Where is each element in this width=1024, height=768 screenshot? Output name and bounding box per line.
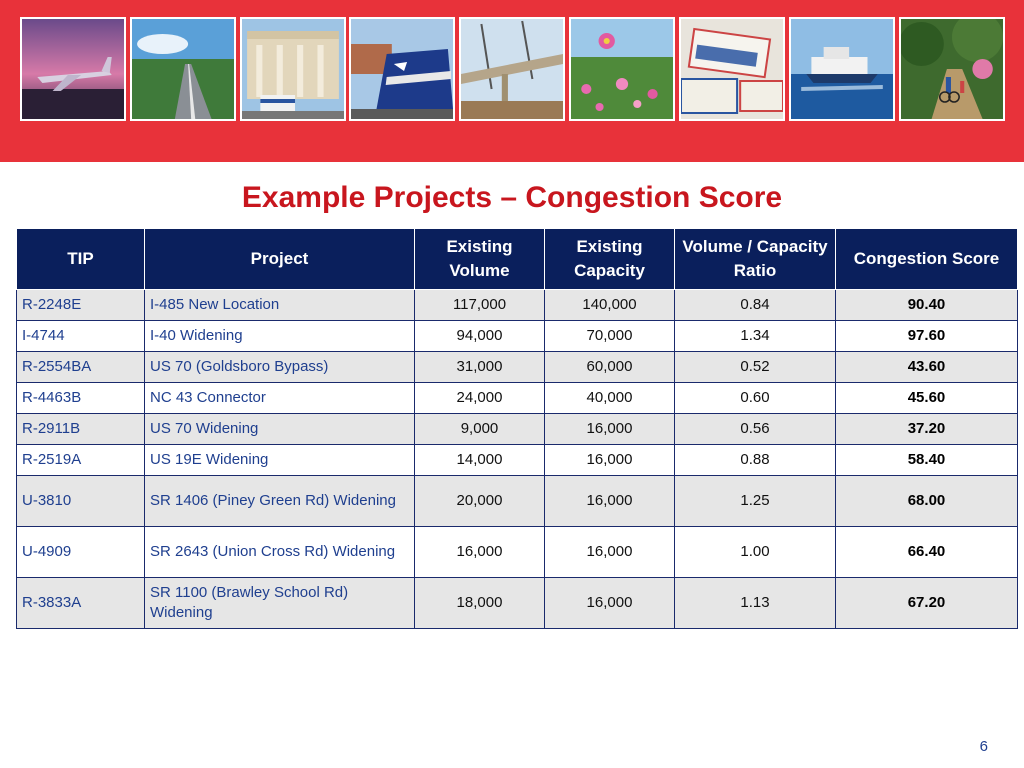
table-row	[17, 321, 1018, 352]
cell-volume: 117,000	[415, 290, 545, 321]
cell-project: I-485 New Location	[145, 290, 415, 321]
cell-score: 67.20	[836, 578, 1018, 629]
header-project: Project	[145, 229, 415, 290]
cell-project: SR 2643 (Union Cross Rd) Widening	[145, 527, 415, 578]
cell-ratio: 1.00	[675, 527, 836, 578]
train-photo	[349, 17, 455, 121]
cell-ratio: 0.60	[675, 383, 836, 414]
license-plates-photo	[679, 17, 785, 121]
cell-capacity: 40,000	[545, 383, 675, 414]
table-row	[17, 578, 1018, 629]
header-existing-volume: Existing Volume	[415, 229, 545, 290]
cell-capacity: 70,000	[545, 321, 675, 352]
cell-tip: R-2911B	[17, 414, 145, 445]
cell-volume: 20,000	[415, 476, 545, 527]
cell-ratio: 1.34	[675, 321, 836, 352]
transit-station-photo	[240, 17, 346, 121]
cell-project: SR 1100 (Brawley School Rd) Widening	[145, 578, 415, 629]
highway-photo	[130, 17, 236, 121]
cell-score: 90.40	[836, 290, 1018, 321]
cell-capacity: 16,000	[545, 414, 675, 445]
cell-tip: U-3810	[17, 476, 145, 527]
projects-table	[16, 228, 1018, 629]
cell-capacity: 16,000	[545, 527, 675, 578]
table-row	[17, 527, 1018, 578]
page-number: 6	[979, 738, 988, 755]
cell-volume: 9,000	[415, 414, 545, 445]
cell-ratio: 0.56	[675, 414, 836, 445]
cell-volume: 31,000	[415, 352, 545, 383]
cell-project: I-40 Widening	[145, 321, 415, 352]
page-title: Example Projects – Congestion Score	[241, 181, 783, 214]
header-vc-ratio: Volume / Capacity Ratio	[675, 229, 836, 290]
cell-ratio: 1.13	[675, 578, 836, 629]
cell-tip: U-4909	[17, 527, 145, 578]
cell-tip: I-4744	[17, 321, 145, 352]
header-tip: TIP	[17, 229, 145, 290]
cell-ratio: 0.84	[675, 290, 836, 321]
cell-project: US 70 Widening	[145, 414, 415, 445]
table-header-row	[17, 229, 1018, 290]
header-existing-capacity: Existing Capacity	[545, 229, 675, 290]
wildflowers-photo	[569, 17, 675, 121]
cell-capacity: 60,000	[545, 352, 675, 383]
cell-score: 66.40	[836, 527, 1018, 578]
airplane-photo	[20, 17, 126, 121]
cell-volume: 14,000	[415, 445, 545, 476]
cell-capacity: 16,000	[545, 445, 675, 476]
table-row	[17, 445, 1018, 476]
cell-project: US 70 (Goldsboro Bypass)	[145, 352, 415, 383]
cell-capacity: 16,000	[545, 578, 675, 629]
cell-ratio: 0.88	[675, 445, 836, 476]
cell-capacity: 16,000	[545, 476, 675, 527]
cell-ratio: 1.25	[675, 476, 836, 527]
table-row	[17, 414, 1018, 445]
table-row	[17, 476, 1018, 527]
cell-volume: 24,000	[415, 383, 545, 414]
cell-score: 45.60	[836, 383, 1018, 414]
cell-score: 43.60	[836, 352, 1018, 383]
table-row	[17, 352, 1018, 383]
header-banner	[0, 0, 1024, 162]
cell-volume: 94,000	[415, 321, 545, 352]
cell-tip: R-2519A	[17, 445, 145, 476]
cell-project: US 19E Widening	[145, 445, 415, 476]
cell-tip: R-4463B	[17, 383, 145, 414]
table-row	[17, 383, 1018, 414]
cell-tip: R-3833A	[17, 578, 145, 629]
cell-score: 58.40	[836, 445, 1018, 476]
cell-tip: R-2248E	[17, 290, 145, 321]
cell-project: NC 43 Connector	[145, 383, 415, 414]
cell-tip: R-2554BA	[17, 352, 145, 383]
ferry-photo	[789, 17, 895, 121]
header-congestion-score: Congestion Score	[836, 229, 1018, 290]
bridge-construction-photo	[459, 17, 565, 121]
cell-volume: 18,000	[415, 578, 545, 629]
cell-project: SR 1406 (Piney Green Rd) Widening	[145, 476, 415, 527]
cell-volume: 16,000	[415, 527, 545, 578]
cell-ratio: 0.52	[675, 352, 836, 383]
cell-score: 97.60	[836, 321, 1018, 352]
cell-score: 37.20	[836, 414, 1018, 445]
cyclists-photo	[899, 17, 1005, 121]
cell-score: 68.00	[836, 476, 1018, 527]
cell-capacity: 140,000	[545, 290, 675, 321]
table-row	[17, 290, 1018, 321]
